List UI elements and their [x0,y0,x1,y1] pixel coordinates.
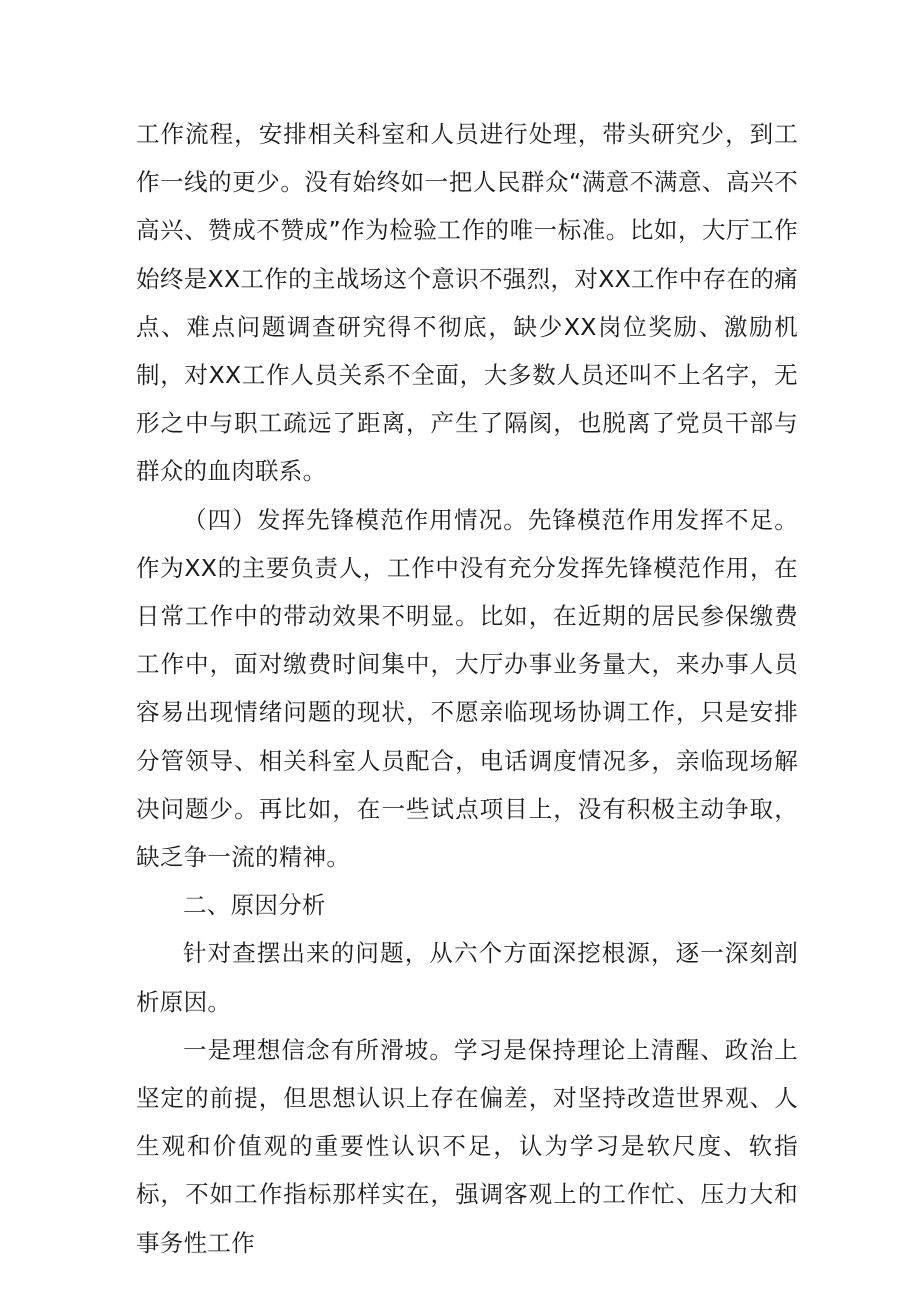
paragraph-cause-intro: 针对查摆出来的问题，从六个方面深挖根源，逐一深刻剖析原因。 [136,939,798,1016]
paragraph-ideals-beliefs: 一是理想信念有所滑坡。学习是保持理论上清醒、政治上坚定的前提，但思想认识上存在偏差，对坚持改造世界观、人生观和价值观的重要性认识不足，认为学习是软尺度、软指标，不如工作指标那样实在，强调客观上的工作忙、压力大和事务性工作 [136,1035,798,1257]
paragraph-vanguard-role: （四）发挥先锋模范作用情况。先锋模范作用发挥不足。作为XX的主要负责人，工作中没有充分发挥先锋模范作用，在日常工作中的带动效果不明显。比如，在近期的居民参保缴费工作中，面对缴费时间集中，大厅办事业务量大，来办事人员容易出现情绪问题的现状，不愿亲临现场协调工作，只是安排分管领导、相关科室人员配合，电话调度情况多，亲临现场解决问题少。再比如，在一些试点项目上，没有积极主动争取，缺乏争一流的精神。 [136,505,798,872]
document-body [136,110,798,1267]
paragraph-continuation: 工作流程，安排相关科室和人员进行处理，带头研究少，到工作一线的更少。没有始终如一把人民群众“满意不满意、高兴不高兴、赞成不赞成”作为检验工作的唯一标准。比如，大厅工作始终是XX工作的主战场这个意识不强烈，对XX工作中存在的痛点、难点问题调查研究得不彻底，缺少XX岗位奖励、激励机制，对XX工作人员关系不全面，大多数人员还叫不上名字，无形之中与职工疏远了距离，产生了隔阂，也脱离了党员干部与群众的血肉联系。 [136,120,798,486]
section-heading-cause-analysis: 二、原因分析 [183,891,326,920]
